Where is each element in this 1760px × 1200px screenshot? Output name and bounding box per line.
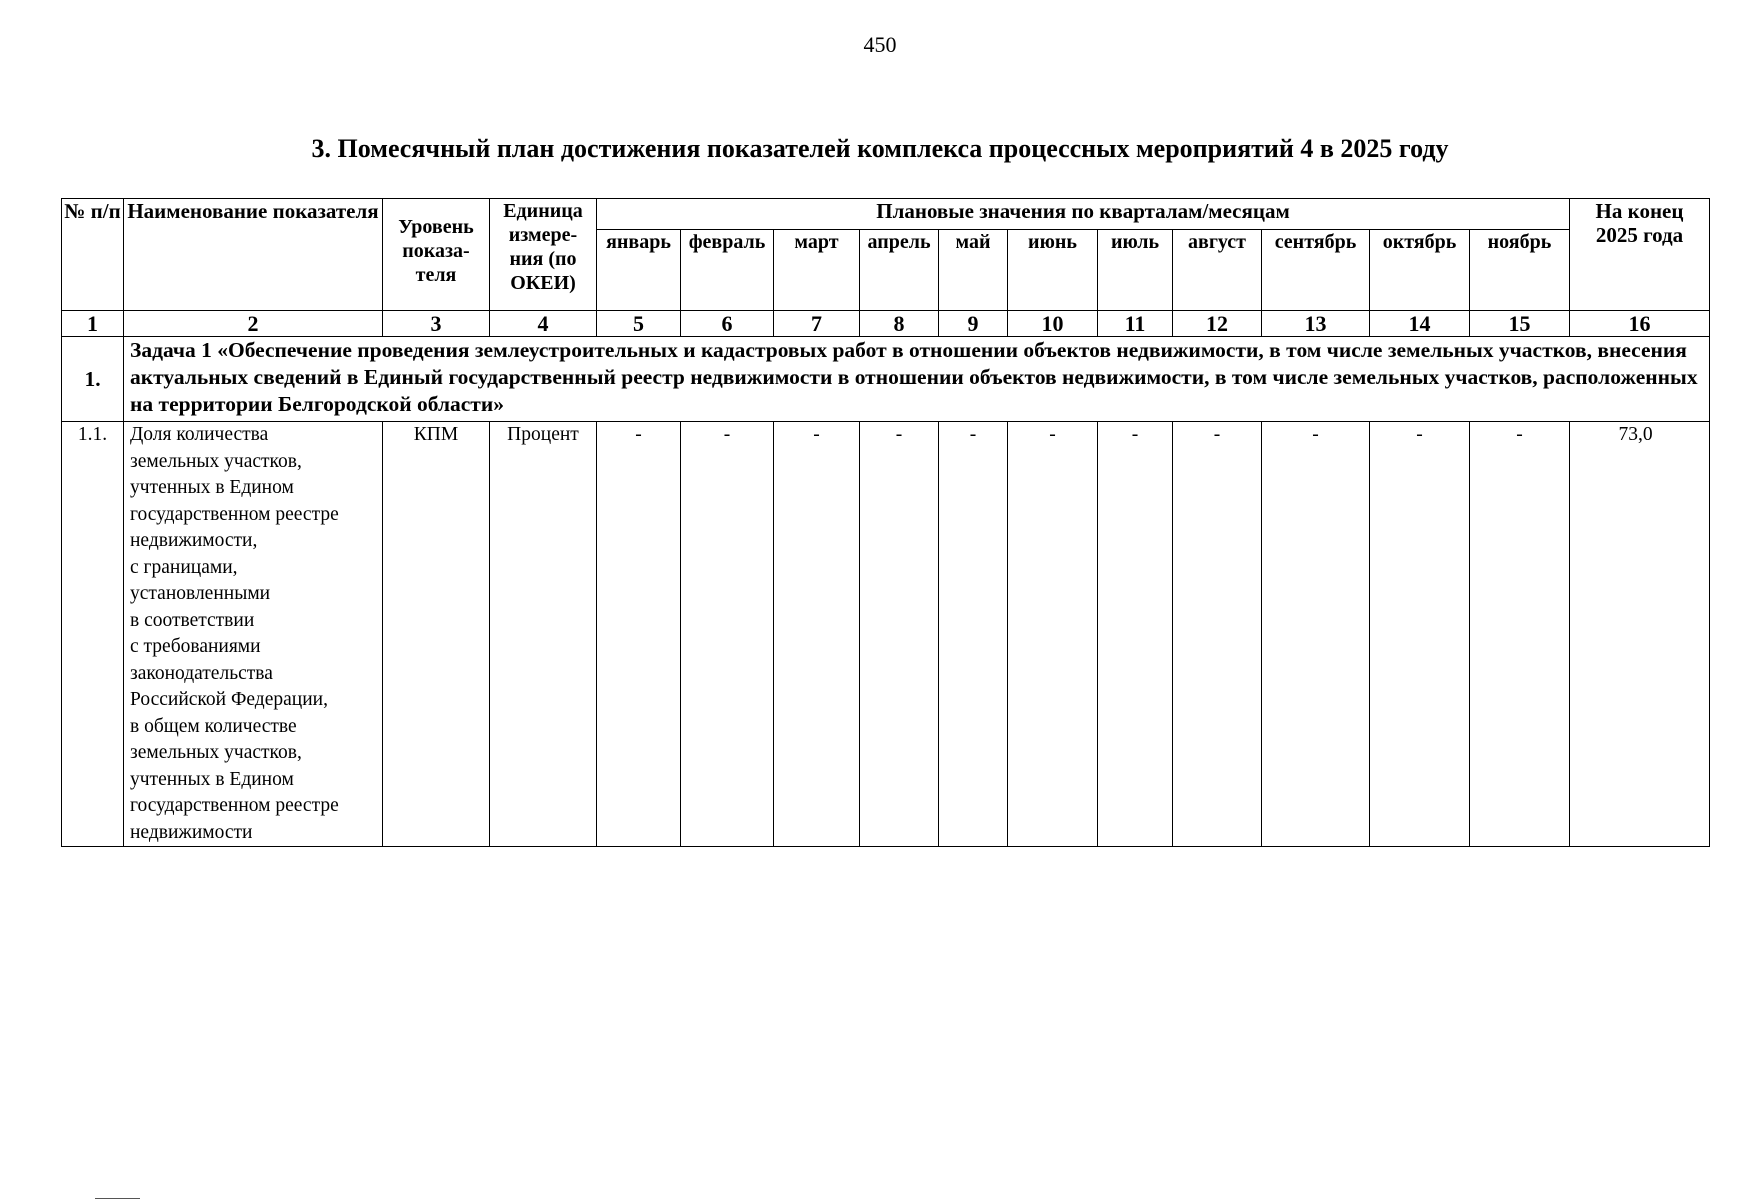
row-number: 1.1. [62, 422, 124, 847]
column-number-11: 11 [1098, 311, 1173, 337]
header-unit: Единица измере-ния (по ОКЕИ) [490, 199, 597, 311]
header-end-of-year: На конец 2025 года [1570, 199, 1710, 311]
indicator-name-line: земельных участков, [130, 742, 302, 763]
indicator-name-line: установленными [130, 583, 271, 604]
indicator-name-line: Российской Федерации, [130, 689, 328, 710]
month-value-7: - [1173, 422, 1262, 847]
column-number-16: 16 [1570, 311, 1710, 337]
indicator-name-line: государственном реестре [130, 503, 339, 525]
column-number-2: 2 [124, 311, 383, 337]
page-number: 450 [863, 32, 897, 57]
column-number-15: 15 [1470, 311, 1570, 337]
indicator-name-line: законодательства [130, 662, 273, 684]
plan-table [61, 198, 1710, 847]
column-number-1: 1 [62, 311, 124, 337]
column-number-13: 13 [1262, 311, 1370, 337]
indicator-level: КПМ [383, 422, 490, 847]
footer-line [95, 1198, 140, 1199]
header-month-10: ноябрь [1470, 230, 1570, 311]
indicator-name-line: с границами, [130, 556, 238, 578]
task-text: Задача 1 «Обеспечение проведения землеустроительных и кадастровых работ в отношении объектов недвижимости, в том числе земельных участков, внесения актуальных сведений в Единый государственный реестр недвижимости в отношении объектов недвижимости, в том числе земельных участков, расположенных на территории Белгородской области» [124, 337, 1710, 422]
column-number-9: 9 [939, 311, 1008, 337]
column-number-7: 7 [774, 311, 860, 337]
column-number-8: 8 [860, 311, 939, 337]
header-month-6: июль [1098, 230, 1173, 311]
column-number-12: 12 [1173, 311, 1262, 337]
month-value-2: - [774, 422, 860, 847]
column-number-3: 3 [383, 311, 490, 337]
header-month-5: июнь [1008, 230, 1098, 311]
header-name: Наименование показателя [124, 199, 383, 311]
month-value-4: - [939, 422, 1008, 847]
indicator-name-line: недвижимости, [130, 530, 258, 551]
header-num: № п/п [62, 199, 124, 311]
column-number-6: 6 [681, 311, 774, 337]
header-month-3: апрель [860, 230, 939, 311]
month-value-10: - [1470, 422, 1570, 847]
column-number-4: 4 [490, 311, 597, 337]
indicator-name [124, 422, 383, 847]
column-number-14: 14 [1370, 311, 1470, 337]
month-value-1: - [681, 422, 774, 847]
indicator-name-line: в общем количестве [130, 715, 297, 737]
header-month-1: февраль [681, 230, 774, 311]
indicator-name-line: с требованиями [130, 636, 261, 657]
month-value-6: - [1098, 422, 1173, 847]
header-month-4: май [939, 230, 1008, 311]
column-number-10: 10 [1008, 311, 1098, 337]
month-value-9: - [1370, 422, 1470, 847]
header-month-2: март [774, 230, 860, 311]
header-month-9: октябрь [1370, 230, 1470, 311]
end-of-year-value: 73,0 [1570, 422, 1710, 847]
month-value-0: - [597, 422, 681, 847]
indicator-name-line: земельных участков, [130, 450, 302, 472]
indicator-name-line: недвижимости [130, 821, 253, 843]
indicator-name-line: учтенных в Едином [130, 477, 294, 498]
indicator-name-line: в соответствии [130, 609, 255, 631]
month-value-3: - [860, 422, 939, 847]
header-month-8: сентябрь [1262, 230, 1370, 311]
column-number-5: 5 [597, 311, 681, 337]
task-number: 1. [62, 337, 124, 422]
indicator-name-line: учтенных в Едином [130, 768, 294, 790]
document-title: 3. Помесячный план достижения показателей комплекса процессных мероприятий 4 в 2025 году [311, 134, 1449, 163]
header-plan-group: Плановые значения по кварталам/месяцам [597, 199, 1570, 230]
header-level: Уровень показа-теля [383, 199, 490, 311]
indicator-unit: Процент [490, 422, 597, 847]
header-month-0: январь [597, 230, 681, 311]
indicator-name-line: Доля количества [130, 424, 269, 445]
month-value-8: - [1262, 422, 1370, 847]
month-value-5: - [1008, 422, 1098, 847]
indicator-name-line: государственном реестре [130, 795, 339, 816]
header-month-7: август [1173, 230, 1262, 311]
